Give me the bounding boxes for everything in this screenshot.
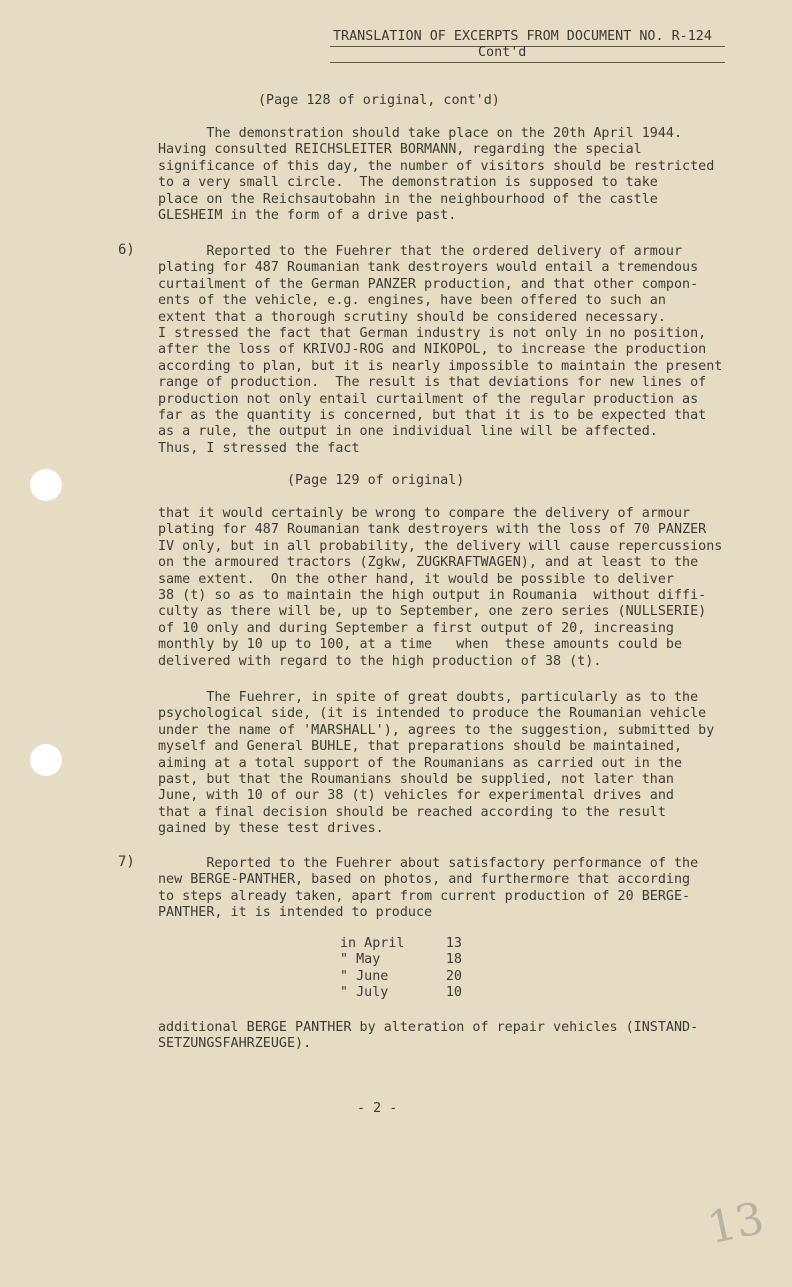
text-line: I stressed the fact that German industry is not only in no position, — [158, 325, 707, 341]
text-line: under the name of 'MARSHALL'), agrees to the suggestion, submitted by — [158, 722, 715, 738]
text-line: extent that a thorough scrutiny should be considered necessary. — [158, 309, 666, 325]
header-contd: Cont'd — [478, 45, 527, 60]
punch-hole-lower — [30, 744, 62, 776]
text-line: that a final decision should be reached according to the result — [158, 804, 666, 820]
text-line: on the armoured tractors (Zgkw, ZUGKRAFTWAGEN), and at least to the — [158, 555, 699, 571]
text-line: IV only, but in all probability, the delivery will cause repercussions — [158, 538, 723, 554]
text-line: The Fuehrer, in spite of great doubts, particularly as to the — [158, 690, 699, 705]
text-line: to steps already taken, apart from current production of 20 BERGE- — [158, 888, 691, 904]
text-line: ents of the vehicle, e.g. engines, have been offered to such an — [158, 293, 666, 309]
text-line: place on the Reichsautobahn in the neighbourhood of the castle — [158, 191, 658, 207]
item-7-paragraph — [158, 856, 698, 922]
text-line: new BERGE-PANTHER, based on photos, and furthermore that according — [158, 872, 691, 888]
item-7-closing — [158, 1020, 698, 1053]
item-6-number: 6) — [118, 242, 135, 258]
table-month: " May — [340, 952, 381, 968]
page-number: - 2 - — [357, 1101, 398, 1116]
text-line: psychological side, (it is intended to produce the Roumanian vehicle — [158, 706, 707, 722]
table-qty: 18 — [445, 952, 462, 968]
text-line: 38 (t) so as to maintain the high output in Roumania without diffi- — [158, 587, 707, 603]
table-row — [340, 952, 462, 968]
text-line: SETZUNGSFAHRZEUGE). — [158, 1036, 312, 1052]
text-line: additional BERGE PANTHER by alteration of repair vehicles (INSTAND- — [158, 1020, 699, 1035]
text-line: according to plan, but it is nearly impossible to maintain the present — [158, 358, 723, 374]
text-line: aiming at a total support of the Roumanians as carried out in the — [158, 755, 683, 771]
text-line: The demonstration should take place on the 20th April 1944. — [158, 126, 683, 141]
text-line: significance of this day, the number of visitors should be restricted — [158, 158, 715, 174]
header-underline-2 — [330, 62, 725, 63]
text-line: plating for 487 Roumanian tank destroyers would entail a tremendous — [158, 260, 699, 276]
text-line: that it would certainly be wrong to compare the delivery of armour — [158, 506, 691, 521]
text-line: range of production. The result is that deviations for new lines of — [158, 375, 707, 391]
text-line: same extent. On the other hand, it would be possible to deliver — [158, 571, 674, 587]
table-qty: 13 — [445, 936, 462, 951]
table-qty: 20 — [445, 968, 462, 984]
fuehrer-paragraph — [158, 690, 714, 838]
intro-paragraph — [158, 126, 714, 224]
table-month: " June — [340, 968, 389, 984]
text-line: after the loss of KRIVOJ-ROG and NIKOPOL, to increase the production — [158, 342, 707, 358]
text-line: past, but that the Roumanians should be supplied, not later than — [158, 771, 674, 787]
table-row — [340, 936, 462, 952]
text-line: as a rule, the output in one individual line will be affected. — [158, 424, 658, 440]
text-line: June, with 10 of our 38 (t) vehicles for experimental drives and — [158, 788, 674, 804]
text-line: PANTHER, it is intended to produce — [158, 905, 433, 921]
continuation-paragraph — [158, 506, 722, 670]
table-row — [340, 985, 462, 1001]
text-line: to a very small circle. The demonstration is supposed to take — [158, 175, 658, 191]
text-line: production not only entail curtailment of the regular production as — [158, 391, 699, 407]
text-line: curtailment of the German PANZER production, and that other compon- — [158, 276, 699, 292]
text-line: gained by these test drives. — [158, 821, 384, 837]
table-row — [340, 969, 462, 985]
table-qty: 10 — [445, 985, 462, 1001]
page-ref-129: (Page 129 of original) — [287, 473, 465, 488]
item-7-number: 7) — [118, 854, 135, 870]
text-line: far as the quantity is concerned, but that it is to be expected that — [158, 407, 707, 423]
header-title: TRANSLATION OF EXCERPTS FROM DOCUMENT NO. R-124 — [333, 29, 712, 44]
punch-hole-upper — [30, 469, 62, 501]
item-6-paragraph — [158, 244, 722, 457]
text-line: Having consulted REICHSLEITER BORMANN, regarding the special — [158, 142, 642, 158]
text-line: culty as there will be, up to September, one zero series (NULLSERIE) — [158, 604, 707, 620]
text-line: GLESHEIM in the form of a drive past. — [158, 207, 457, 223]
header-underline — [330, 46, 725, 47]
production-table — [340, 936, 462, 1002]
text-line: myself and General BUHLE, that preparations should be maintained, — [158, 739, 683, 755]
text-line: Reported to the Fuehrer that the ordered delivery of armour — [158, 244, 683, 259]
page-ref-128: (Page 128 of original, cont'd) — [258, 93, 500, 108]
text-line: of 10 only and during September a first output of 20, increasing — [158, 620, 674, 636]
text-line: delivered with regard to the high production of 38 (t). — [158, 653, 602, 669]
text-line: plating for 487 Roumanian tank destroyers with the loss of 70 PANZER — [158, 522, 707, 538]
table-month: in April — [340, 936, 405, 951]
table-month: " July — [340, 985, 389, 1001]
text-line: Reported to the Fuehrer about satisfactory performance of the — [158, 856, 699, 871]
text-line: monthly by 10 up to 100, at a time when these amounts could be — [158, 637, 683, 653]
text-line: Thus, I stressed the fact — [158, 440, 360, 456]
handwritten-folio-mark: 13 — [703, 1192, 769, 1255]
